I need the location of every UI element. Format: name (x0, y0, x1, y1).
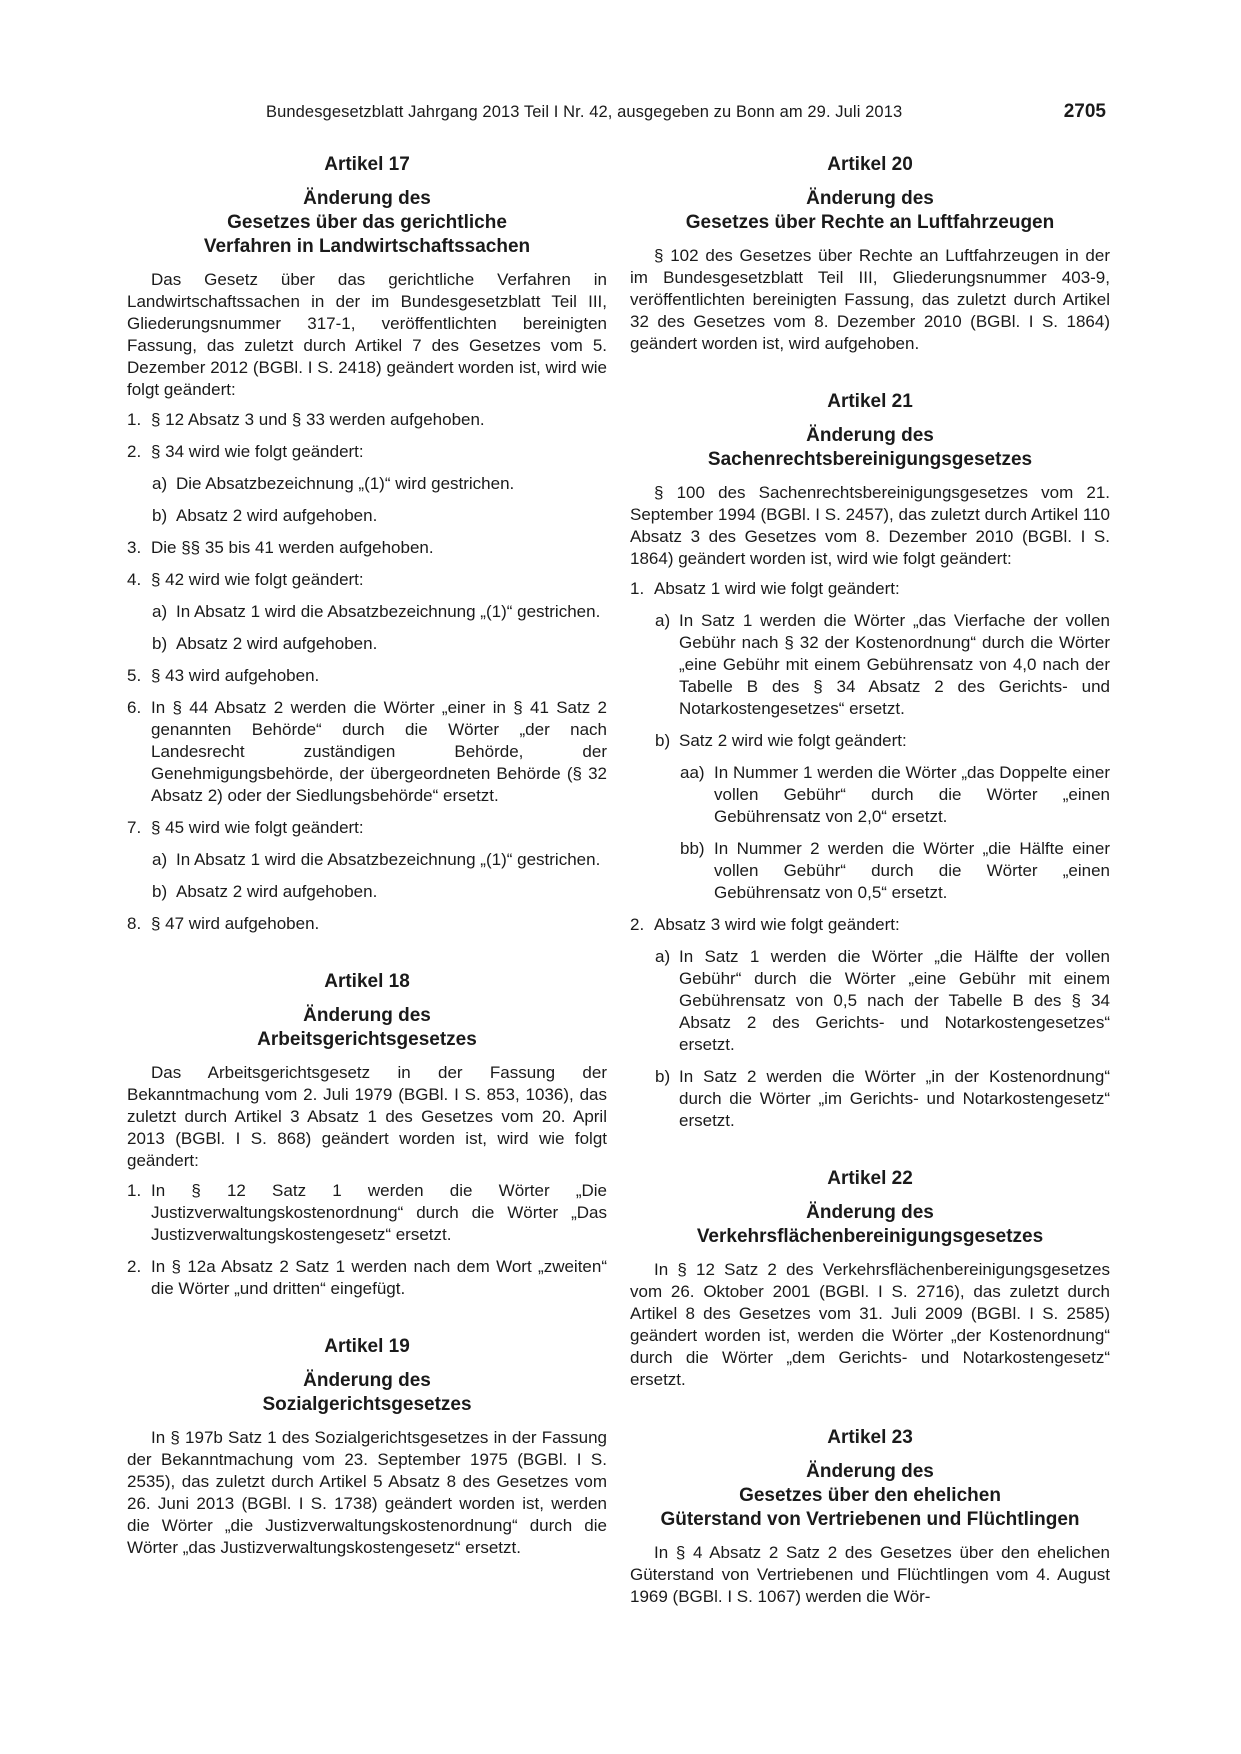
sub-sub-item (630, 762, 1110, 828)
article-intro: In § 4 Absatz 2 Satz 2 des Gesetzes über den ehelichen Güterstand von Vertriebenen und Flüchtlingen vom 4. August 1969 (BGBl. I S. 1067) werden die Wör- (630, 1543, 1110, 1606)
item-text: Absatz 1 wird wie folgt geändert: (654, 579, 900, 598)
item-marker: a) (655, 947, 671, 966)
item-text: § 42 wird wie folgt geändert: (151, 570, 364, 589)
sub-item (127, 849, 607, 871)
item-marker: b) (655, 1067, 671, 1086)
article-20 (630, 152, 1110, 355)
list-item (127, 913, 607, 935)
item-marker: bb) (680, 839, 705, 858)
item-marker: 2. (127, 1257, 142, 1276)
item-marker: 2. (630, 915, 645, 934)
sub-item (630, 946, 1110, 1056)
item-marker: a) (152, 474, 168, 493)
item-text: Absatz 3 wird wie folgt geändert: (654, 915, 900, 934)
article-title-line: Gesetzes über das gerichtliche (227, 212, 507, 233)
item-text: In § 44 Absatz 2 werden die Wörter „einer in § 41 Satz 2 genannten Behörde“ durch die Wörter „der nach Landesrecht zuständigen Behörde, der Genehmigungsbehörde, der übergeordneten Behörde (§ 32 Absatz 2) oder der Siedlungsbehörde“ ersetzt. (151, 698, 607, 805)
article-title (630, 424, 1110, 472)
item-marker: 5. (127, 666, 142, 685)
item-text: In Satz 2 werden die Wörter „in der Kostenordnung“ durch die Wörter „im Gerichts- und Notarkostengesetz“ ersetzt. (679, 1067, 1110, 1130)
article-title-line: Änderung des (806, 425, 934, 446)
list-item (127, 537, 607, 559)
page-number: 2705 (1063, 101, 1106, 122)
list-item (630, 578, 1110, 600)
item-text: Satz 2 wird wie folgt geändert: (679, 731, 907, 750)
item-marker: 4. (127, 570, 142, 589)
article-title-line: Änderung des (303, 188, 431, 209)
article-title-line: Verfahren in Landwirtschaftssachen (203, 236, 531, 257)
article-title-line: Gesetzes über Rechte an Luftfahrzeugen (685, 212, 1055, 233)
article-title-line: Güterstand von Vertriebenen und Flüchtlingen (660, 1509, 1080, 1530)
item-text: Absatz 2 wird aufgehoben. (176, 882, 378, 901)
article-title (630, 1460, 1110, 1532)
article-title-line: Sachenrechtsbereinigungsgesetzes (707, 449, 1033, 470)
item-marker: b) (655, 731, 671, 750)
article-17 (127, 152, 607, 935)
article-title (127, 1369, 607, 1417)
article-intro: Das Gesetz über das gerichtliche Verfahren in Landwirtschaftssachen in der im Bundesgesetzblatt Teil III, Gliederungsnummer 317-1, veröffentlichten bereinigten Fassung, das zuletzt durch Artikel 7 des Gesetzes vom 5. Dezember 2012 (BGBl. I S. 2418) geändert worden ist, wird wie folgt geändert: (127, 270, 607, 399)
item-marker: 6. (127, 698, 142, 717)
article-title (127, 187, 607, 259)
article-title (630, 187, 1110, 235)
right-column (630, 152, 1110, 1642)
article-title (630, 1201, 1110, 1249)
item-text: In Absatz 1 wird die Absatzbezeichnung „(1)“ gestrichen. (176, 602, 601, 621)
item-text: § 34 wird wie folgt geändert: (151, 442, 364, 461)
item-text: In Absatz 1 wird die Absatzbezeichnung „(1)“ gestrichen. (176, 850, 601, 869)
item-text: § 12 Absatz 3 und § 33 werden aufgehoben. (151, 410, 485, 429)
article-intro: In § 12 Satz 2 des Verkehrsflächenbereinigungsgesetzes vom 26. Oktober 2001 (BGBl. I S. 2716), das zuletzt durch Artikel 8 des Gesetzes vom 31. Juli 2009 (BGBl. I S. 2585) geändert worden ist, werden die Wörter „der Kostenordnung“ durch die Wörter „dem Gerichts- und Notarkostengesetz“ ersetzt. (630, 1260, 1110, 1389)
item-marker: a) (152, 850, 168, 869)
sub-item (127, 473, 607, 495)
gazette-title: Bundesgesetzblatt Jahrgang 2013 Teil I Nr. 42, ausgegeben zu Bonn am 29. Juli 2013 (266, 103, 903, 121)
item-marker: aa) (680, 763, 705, 782)
list-item (127, 569, 607, 591)
list-item (127, 1256, 607, 1300)
sub-item (127, 505, 607, 527)
list-item (127, 697, 607, 807)
sub-item (630, 730, 1110, 752)
article-title-line: Änderung des (806, 1461, 934, 1482)
item-text: § 45 wird wie folgt geändert: (151, 818, 364, 837)
item-text: In Satz 1 werden die Wörter „die Hälfte der vollen Gebühr“ durch die Wörter „eine Gebühr mit einem Gebührensatz von 0,5 nach der Tabelle B des § 34 Absatz 2 des Gerichts- und Notarkostengesetzes“ ersetzt. (679, 947, 1110, 1054)
item-text: In § 12a Absatz 2 Satz 1 werden nach dem Wort „zweiten“ die Wörter „und dritten“ eingefügt. (151, 1257, 607, 1298)
item-marker: 1. (127, 410, 142, 429)
article-title (127, 1004, 607, 1052)
sub-item (127, 601, 607, 623)
article-intro: In § 197b Satz 1 des Sozialgerichtsgesetzes in der Fassung der Bekanntmachung vom 23. September 1975 (BGBl. I S. 2535), das zuletzt durch Artikel 5 Absatz 8 des Gesetzes vom 26. Juni 2013 (BGBl. I S. 1738) geändert worden ist, werden die Wörter „die Justizverwaltungskostenordnung“ durch die Wörter „das Justizverwaltungskostengesetz“ ersetzt. (127, 1428, 607, 1557)
left-column (127, 152, 607, 1593)
list-item (127, 441, 607, 463)
item-text: Die §§ 35 bis 41 werden aufgehoben. (151, 538, 434, 557)
list-item (127, 665, 607, 687)
article-21 (630, 389, 1110, 1132)
item-marker: a) (655, 611, 671, 630)
list-item (630, 914, 1110, 936)
list-item (127, 817, 607, 839)
item-marker: 7. (127, 818, 142, 837)
article-title-line: Änderung des (806, 188, 934, 209)
item-text: § 47 wird aufgehoben. (151, 914, 320, 933)
article-intro: § 102 des Gesetzes über Rechte an Luftfahrzeugen in der im Bundesgesetzblatt Teil III, Gliederungsnummer 403-9, veröffentlichten bereinigten Fassung, das zuletzt durch Artikel 32 des Gesetzes vom 8. Dezember 2010 (BGBl. I S. 1864) geändert worden ist, wird aufgehoben. (630, 246, 1110, 353)
article-number: Artikel 22 (827, 1168, 913, 1189)
sub-item (127, 881, 607, 903)
item-marker: 1. (630, 579, 645, 598)
list-item (127, 409, 607, 431)
sub-item (127, 633, 607, 655)
article-title-line: Arbeitsgerichtsgesetzes (257, 1029, 477, 1050)
article-number: Artikel 21 (827, 391, 913, 412)
article-title-line: Änderung des (303, 1370, 431, 1391)
article-title-line: Gesetzes über den ehelichen (739, 1485, 1001, 1506)
article-title-line: Sozialgerichtsgesetzes (262, 1394, 472, 1415)
item-marker: b) (152, 506, 168, 525)
item-text: In Satz 1 werden die Wörter „das Vierfache der vollen Gebühr nach § 32 der Kostenordnung“ durch die Wörter „eine Gebühr mit einem Gebührensatz von 4,0 nach der Tabelle B des § 34 Absatz 2 des Gerichts- und Notarkostengesetzes“ ersetzt. (679, 611, 1110, 718)
item-text: In Nummer 2 werden die Wörter „die Hälfte einer vollen Gebühr“ durch die Wörter „einen Gebührensatz von 0,5“ ersetzt. (714, 839, 1110, 902)
article-number: Artikel 19 (324, 1336, 410, 1357)
item-marker: 1. (127, 1181, 142, 1200)
article-number: Artikel 17 (324, 154, 410, 175)
sub-item (630, 1066, 1110, 1132)
item-text: § 43 wird aufgehoben. (151, 666, 320, 685)
item-text: Absatz 2 wird aufgehoben. (176, 634, 378, 653)
item-marker: b) (152, 634, 168, 653)
sub-item (630, 610, 1110, 720)
article-23 (630, 1425, 1110, 1608)
item-marker: 3. (127, 538, 142, 557)
article-number: Artikel 18 (324, 971, 410, 992)
article-18 (127, 969, 607, 1300)
article-title-line: Änderung des (303, 1005, 431, 1026)
sub-sub-item (630, 838, 1110, 904)
article-intro: Das Arbeitsgerichtsgesetz in der Fassung der Bekanntmachung vom 2. Juli 1979 (BGBl. I S. 853, 1036), das zuletzt durch Artikel 3 Absatz 1 des Gesetzes vom 20. April 2013 (BGBl. I S. 868) geändert worden ist, wird wie folgt geändert: (127, 1063, 607, 1170)
page-header (266, 101, 1106, 125)
item-text: In Nummer 1 werden die Wörter „das Doppelte einer vollen Gebühr“ durch die Wörter „einen Gebührensatz von 2,0“ ersetzt. (714, 763, 1110, 826)
article-19 (127, 1334, 607, 1559)
item-text: Die Absatzbezeichnung „(1)“ wird gestrichen. (176, 474, 515, 493)
article-title-line: Änderung des (806, 1202, 934, 1223)
item-marker: b) (152, 882, 168, 901)
list-item (127, 1180, 607, 1246)
item-text: In § 12 Satz 1 werden die Wörter „Die Justizverwaltungskostenordnung“ durch die Wörter „Das Justizverwaltungskostengesetz“ ersetzt. (151, 1181, 607, 1244)
article-number: Artikel 20 (827, 154, 913, 175)
item-text: Absatz 2 wird aufgehoben. (176, 506, 378, 525)
article-title-line: Verkehrsflächenbereinigungsgesetzes (696, 1226, 1044, 1247)
item-marker: 8. (127, 914, 142, 933)
item-marker: a) (152, 602, 168, 621)
article-intro: § 100 des Sachenrechtsbereinigungsgesetzes vom 21. September 1994 (BGBl. I S. 2457), das zuletzt durch Artikel 110 Absatz 3 des Gesetzes vom 8. Dezember 2010 (BGBl. I S. 1864) geändert worden ist, wird wie folgt geändert: (630, 483, 1110, 568)
article-22 (630, 1166, 1110, 1391)
article-number: Artikel 23 (827, 1427, 913, 1448)
item-marker: 2. (127, 442, 142, 461)
